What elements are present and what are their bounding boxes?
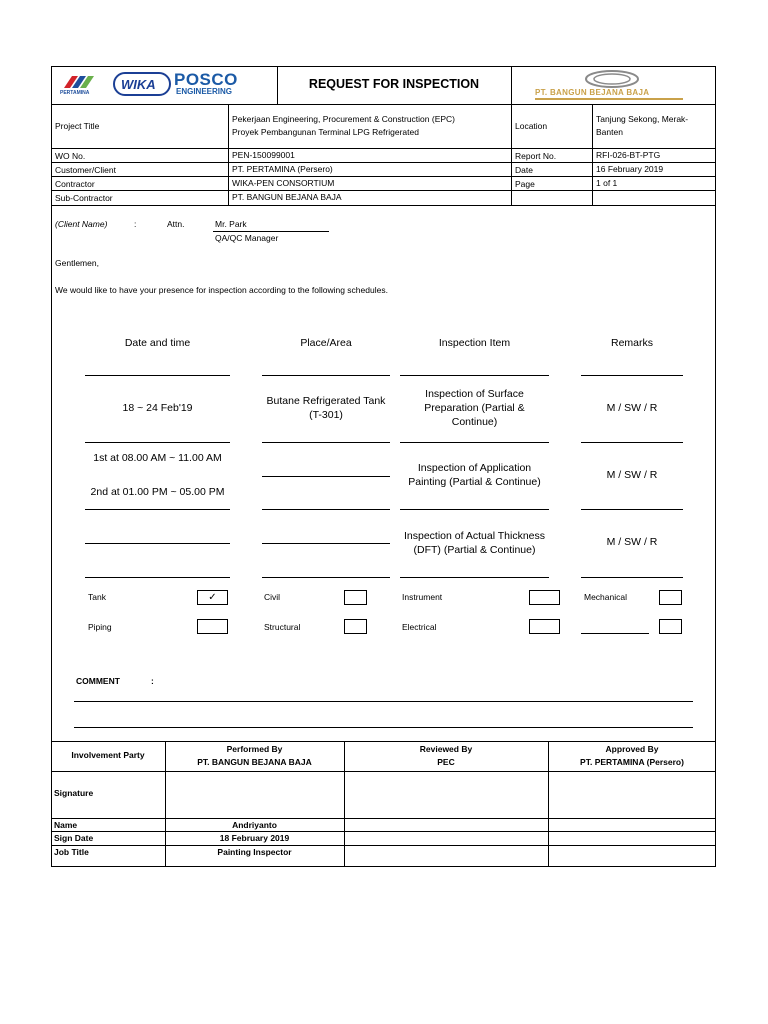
bangun-bejana-baja-logo-text: PT. BANGUN BEJANA BAJA <box>535 88 650 97</box>
pertamina-logo <box>58 72 104 100</box>
header-divider <box>511 66 512 104</box>
column-header-remarks: Remarks <box>610 337 653 349</box>
attn-label: Attn. <box>167 219 185 229</box>
schedule-line <box>85 543 230 544</box>
schedule-time-1: 1st at 08.00 AM ~ 11.00 AM <box>93 452 222 464</box>
date-value: 16 February 2019 <box>596 164 664 174</box>
discipline-instrument-label: Instrument <box>402 592 443 602</box>
schedule-line <box>262 375 390 376</box>
schedule-line <box>400 442 549 443</box>
discipline-electrical-checkbox[interactable] <box>529 619 560 634</box>
wo-value: PEN-150099001 <box>232 150 295 160</box>
name-label: Name <box>54 820 78 830</box>
client-name-placeholder: (Client Name) <box>55 219 108 229</box>
page-label: Page <box>515 179 535 189</box>
schedule-line <box>85 442 230 443</box>
discipline-mechanical-label: Mechanical <box>584 592 627 602</box>
bangun-bejana-baja-underline <box>535 98 683 100</box>
schedule-line <box>85 509 230 510</box>
remarks-1: M / SW / R <box>606 402 658 414</box>
wika-logo <box>113 72 171 96</box>
schedule-line <box>581 442 683 443</box>
posco-logo-text: POSCO <box>174 70 238 89</box>
location-value: Banten <box>596 127 623 137</box>
reviewed-by-org: PEC <box>437 757 455 767</box>
reviewed-by-label: Reviewed By <box>419 744 473 754</box>
discipline-other-line[interactable] <box>581 633 649 634</box>
location-value: Tanjung Sekong, Merak- <box>596 114 689 124</box>
discipline-instrument-checkbox[interactable] <box>529 590 560 605</box>
schedule-line <box>262 577 390 578</box>
contractor-label: Contractor <box>55 179 95 189</box>
attn-name: Mr. Park <box>215 219 247 229</box>
job-title-value: Painting Inspector <box>217 847 292 857</box>
inspection-item-2: Painting (Partial & Continue) <box>408 476 541 488</box>
inspection-item-3: (DFT) (Partial & Continue) <box>413 544 536 556</box>
inspection-item-1: Preparation (Partial & <box>424 402 525 414</box>
schedule-date-range: 18 ~ 24 Feb'19 <box>122 402 193 414</box>
approved-by-org: PT. PERTAMINA (Persero) <box>580 757 684 767</box>
performed-by-label: Performed By <box>226 744 283 754</box>
remarks-2: M / SW / R <box>606 469 658 481</box>
greeting: Gentlemen, <box>55 258 99 268</box>
info-grid-line <box>51 190 716 191</box>
signoff-grid-line <box>51 771 716 772</box>
comment-line[interactable] <box>74 701 693 702</box>
inspection-item-1: Inspection of Surface <box>425 388 524 400</box>
project-title-value: Pekerjaan Engineering, Procurement & Construction (EPC) <box>232 114 455 124</box>
attn-underline <box>213 231 329 232</box>
schedule-line <box>262 509 390 510</box>
inspection-item-3: Inspection of Actual Thickness <box>403 530 546 542</box>
column-header-place: Place/Area <box>300 337 352 349</box>
discipline-piping-label: Piping <box>88 622 112 632</box>
attn-role: QA/QC Manager <box>215 233 279 243</box>
project-title-label: Project Title <box>55 121 100 131</box>
discipline-electrical-label: Electrical <box>402 622 437 632</box>
header-bottom-line <box>51 104 716 105</box>
discipline-civil-label: Civil <box>264 592 281 602</box>
inspection-item-2: Inspection of Application <box>417 462 532 474</box>
signature-label: Signature <box>54 788 94 798</box>
inspection-item-1: Continue) <box>451 416 498 428</box>
job-title-label: Job Title <box>54 847 89 857</box>
info-grid-line <box>51 205 716 206</box>
schedule-place: Butane Refrigerated Tank <box>266 395 386 407</box>
comment-line[interactable] <box>74 727 693 728</box>
schedule-line <box>581 509 683 510</box>
project-title-value: Proyek Pembangunan Terminal LPG Refrigerated <box>232 127 419 137</box>
schedule-line <box>262 442 390 443</box>
discipline-structural-label: Structural <box>264 622 301 632</box>
date-label: Date <box>515 165 533 175</box>
performed-by-org: PT. BANGUN BEJANA BAJA <box>197 757 312 767</box>
discipline-mechanical-checkbox[interactable] <box>659 590 682 605</box>
signoff-grid-line <box>51 741 716 742</box>
letter-body: We would like to have your presence for inspection according to the following schedules. <box>55 285 388 295</box>
info-grid-line <box>51 148 716 149</box>
comment-colon: : <box>151 676 154 686</box>
discipline-other-checkbox[interactable] <box>659 619 682 634</box>
location-label: Location <box>515 121 548 131</box>
discipline-structural-checkbox[interactable] <box>344 619 367 634</box>
discipline-civil-checkbox[interactable] <box>344 590 367 605</box>
wika-logo-text: WIKA <box>121 77 156 92</box>
wo-label: WO No. <box>55 151 86 161</box>
column-header-item: Inspection Item <box>438 337 511 349</box>
subcontractor-label: Sub-Contractor <box>55 193 113 203</box>
schedule-line <box>400 509 549 510</box>
form-title: REQUEST FOR INSPECTION <box>308 77 480 91</box>
schedule-line <box>85 577 230 578</box>
schedule-line <box>581 577 683 578</box>
posco-logo-subtext: ENGINEERING <box>176 87 233 96</box>
schedule-line <box>85 375 230 376</box>
pertamina-logo-text: PERTAMINA <box>60 90 90 96</box>
schedule-line <box>262 476 390 477</box>
signoff-grid-line <box>51 831 716 832</box>
schedule-line <box>262 543 390 544</box>
report-value: RFI-026-BT-PTG <box>596 150 661 160</box>
sign-date-value: 18 February 2019 <box>219 833 290 843</box>
approved-by-label: Approved By <box>605 744 659 754</box>
remarks-3: M / SW / R <box>606 536 658 548</box>
subcontractor-value: PT. BANGUN BEJANA BAJA <box>232 192 342 202</box>
page-value: 1 of 1 <box>596 178 618 188</box>
schedule-line <box>400 375 549 376</box>
discipline-tank-label: Tank <box>88 592 106 602</box>
info-grid-line <box>51 162 716 163</box>
report-label: Report No. <box>515 151 557 161</box>
client-label: Customer/Client <box>55 165 116 175</box>
posco-logo <box>174 70 274 100</box>
name-value: Andriyanto <box>232 820 277 830</box>
schedule-time-2: 2nd at 01.00 PM ~ 05.00 PM <box>90 486 225 498</box>
sign-date-label: Sign Date <box>54 833 94 843</box>
schedule-line <box>400 577 549 578</box>
attn-colon: : <box>134 219 137 229</box>
bangun-bejana-baja-logo <box>530 68 690 102</box>
comment-label: COMMENT <box>76 676 120 686</box>
schedule-place: (T-301) <box>309 409 343 421</box>
client-value: PT. PERTAMINA (Persero) <box>232 164 333 174</box>
discipline-tank-checkbox[interactable]: ✓ <box>197 590 228 605</box>
discipline-piping-checkbox[interactable] <box>197 619 228 634</box>
contractor-value: WIKA-PEN CONSORTIUM <box>232 178 335 188</box>
signoff-grid-line <box>51 818 716 819</box>
schedule-line <box>581 375 683 376</box>
signoff-grid-line <box>51 845 716 846</box>
info-grid-line <box>51 176 716 177</box>
column-header-date: Date and time <box>124 337 191 349</box>
involvement-party-label: Involvement Party <box>71 750 145 760</box>
